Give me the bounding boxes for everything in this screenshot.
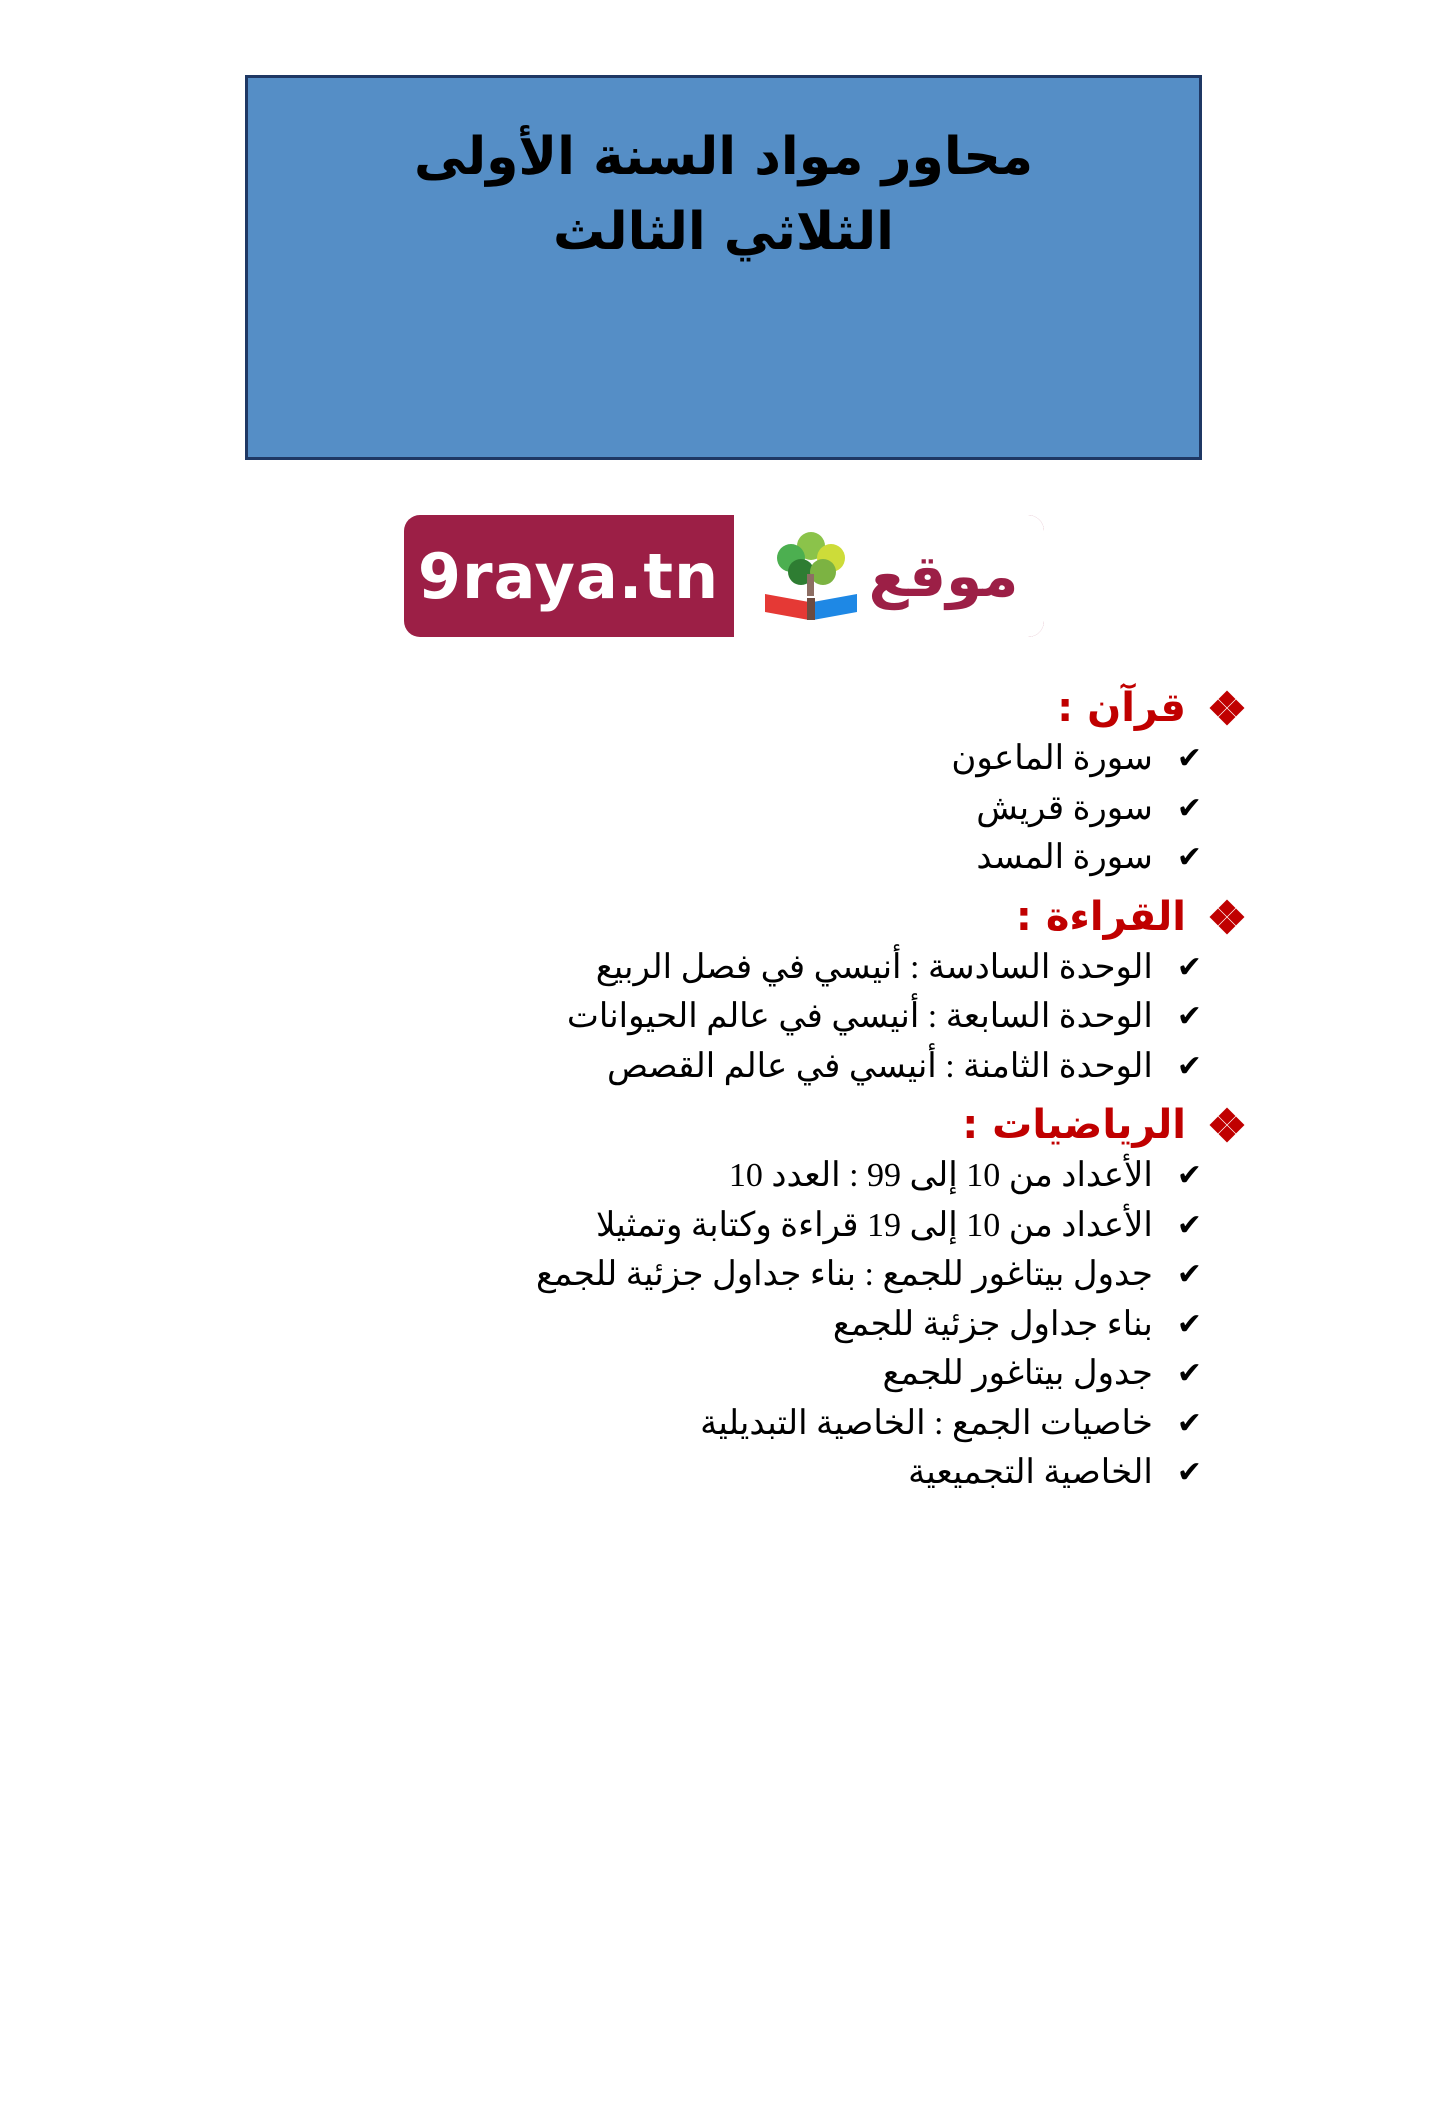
list-item bbox=[120, 738, 1297, 781]
check-icon: ✔ bbox=[1176, 1158, 1202, 1194]
list-item bbox=[120, 788, 1297, 831]
list-item-label: سورة المسد bbox=[976, 839, 1153, 876]
list-item bbox=[120, 1304, 1297, 1347]
diamond-bullet-icon bbox=[1212, 1110, 1242, 1140]
logo-mark-panel bbox=[734, 515, 1044, 637]
section-title: قرآن : bbox=[1057, 685, 1186, 731]
logo-container bbox=[120, 515, 1327, 637]
diamond-bullet-icon bbox=[1212, 693, 1242, 723]
section-heading bbox=[120, 894, 1297, 940]
list-item bbox=[120, 1155, 1297, 1198]
tree-book-icon bbox=[759, 528, 863, 624]
list-item-label: الأعداد من 10 إلى 19 قراءة وكتابة وتمثيلا bbox=[596, 1206, 1153, 1244]
check-icon: ✔ bbox=[1176, 790, 1202, 826]
subjects-list bbox=[120, 685, 1327, 1495]
check-icon: ✔ bbox=[1176, 1306, 1202, 1342]
list-item bbox=[120, 837, 1297, 880]
check-icon: ✔ bbox=[1176, 1048, 1202, 1084]
check-icon: ✔ bbox=[1176, 1405, 1202, 1441]
list-item-label: خاصيات الجمع : الخاصية التبديلية bbox=[700, 1404, 1153, 1442]
check-icon: ✔ bbox=[1176, 741, 1202, 777]
list-item bbox=[120, 1254, 1297, 1297]
page-title-line-2: الثلاثي الثالث bbox=[553, 202, 894, 263]
list-item-label: الخاصية التجميعية bbox=[908, 1454, 1153, 1491]
list-item-label: سورة قريش bbox=[976, 789, 1153, 827]
section-heading bbox=[120, 1102, 1297, 1148]
logo-arabic-text: موقع bbox=[868, 542, 1019, 610]
section-block bbox=[120, 1102, 1297, 1495]
check-icon: ✔ bbox=[1176, 840, 1202, 876]
title-banner bbox=[245, 75, 1202, 460]
list-item bbox=[120, 1205, 1297, 1248]
list-item bbox=[120, 1046, 1297, 1089]
list-item bbox=[120, 1353, 1297, 1396]
check-icon: ✔ bbox=[1176, 1356, 1202, 1392]
check-icon: ✔ bbox=[1176, 1455, 1202, 1491]
section-title: القراءة : bbox=[1015, 893, 1186, 940]
list-item-label: جدول بيتاغور للجمع bbox=[882, 1355, 1153, 1392]
list-item bbox=[120, 1403, 1297, 1446]
list-item-label: الوحدة السادسة : أنيسي في فصل الربيع bbox=[595, 948, 1153, 986]
section-heading bbox=[120, 685, 1297, 731]
document-page bbox=[0, 75, 1447, 2123]
list-item bbox=[120, 947, 1297, 990]
check-icon: ✔ bbox=[1176, 949, 1202, 985]
diamond-bullet-icon bbox=[1212, 902, 1242, 932]
section-block bbox=[120, 894, 1297, 1089]
section-title: الرياضيات : bbox=[962, 1102, 1186, 1148]
list-item-label: الأعداد من 10 إلى 99 : العدد 10 bbox=[728, 1157, 1153, 1194]
list-item-label: الوحدة السابعة : أنيسي في عالم الحيوانات bbox=[566, 998, 1153, 1035]
check-icon: ✔ bbox=[1176, 1257, 1202, 1293]
list-item-label: بناء جداول جزئية للجمع bbox=[832, 1305, 1153, 1343]
list-item-label: جدول بيتاغور للجمع : بناء جداول جزئية للجمع bbox=[535, 1256, 1153, 1293]
list-item bbox=[120, 996, 1297, 1039]
check-icon: ✔ bbox=[1176, 1207, 1202, 1243]
list-item bbox=[120, 1452, 1297, 1495]
list-item-label: سورة الماعون bbox=[951, 740, 1153, 777]
list-item-label: الوحدة الثامنة : أنيسي في عالم القصص bbox=[607, 1047, 1153, 1085]
section-block bbox=[120, 685, 1297, 880]
check-icon: ✔ bbox=[1176, 999, 1202, 1035]
page-title-line-1: محاور مواد السنة الأولى bbox=[413, 127, 1034, 187]
site-logo bbox=[404, 515, 1044, 637]
logo-text-panel bbox=[404, 515, 734, 637]
logo-latin-text: 9raya.tn bbox=[417, 539, 720, 613]
